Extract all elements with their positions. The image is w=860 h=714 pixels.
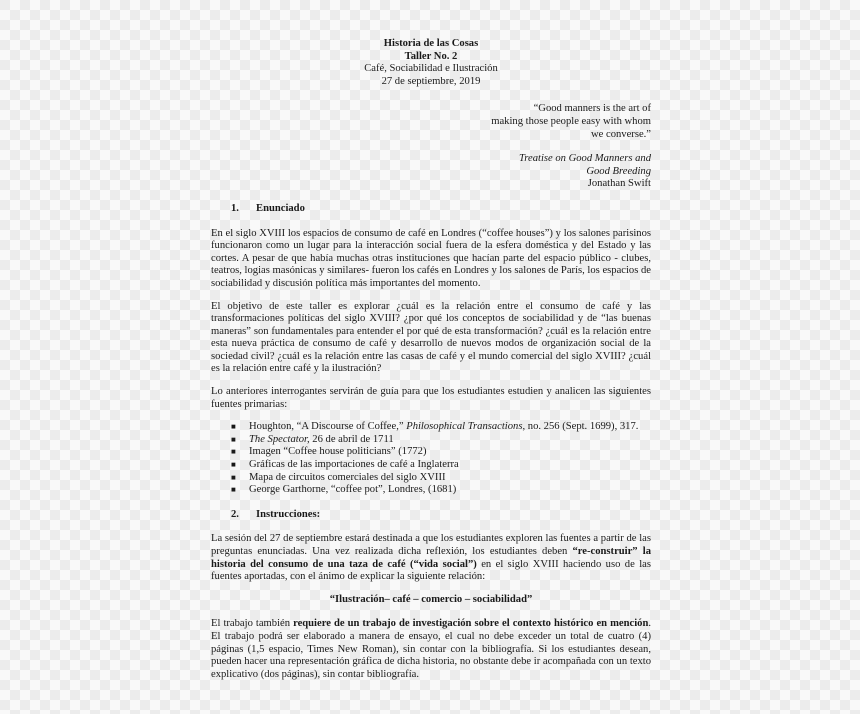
paragraph: La sesión del 27 de septiembre estará destinada a que los estudiantes exploren las fuentes a partir de las preguntas enunciadas. Una vez realizada dicha reflexión, los estudiantes deben “re-construir” la historia del consumo de una taza de café (“vida social”) en el siglo XVIII haciendo uso de las fuentes aportadas, con el ánimo de explicar la siguiente relación:: [211, 533, 651, 583]
paragraph: El objetivo de este taller es explorar ¿cuál es la relación entre el consumo de café y las transformaciones políticas del siglo XVIII? ¿por qué los conceptos de sociabilidad y de “las buenas maneras” son fundamentales para entender el por qué de esta transformación? ¿cuál es la relación entre esta nueva práctica de consumo de café y desarrollo de nuevos modos de organización social de la sociedad civil? ¿cuál es la relación entre las casas de café y el mundo comercial del siglo XVIII? ¿cuál es la relación entre café y la ilustración?: [211, 300, 651, 375]
section-title: Enunciado: [256, 202, 305, 214]
epigraph-author: Jonathan Swift: [587, 178, 651, 190]
paragraph: En el siglo XVIII los espacios de consumo de café en Londres (“coffee houses”) y los salones parisinos funcionaron como un lugar para la interacción social fuera de la esfera doméstica y del Estado y las cortes. A pesar de que había muchas otras instituciones que hacían parte del espacio público - clubes, teatros, logias masónicas y similares- fueron los cafés en Londres y los salones de París, los espacios de sociabilidad y discusión política más importantes del momento.: [211, 227, 651, 289]
list-item: ■ Imagen “Coffee house politicians” (1772): [231, 446, 427, 458]
list-item: ■ Houghton, “A Discourse of Coffee,” Philosophical Transactions, no. 256 (Sept. 1699), 317.: [231, 421, 639, 433]
epigraph-line: making those people easy with whom: [491, 115, 651, 127]
workshop-title: Taller No. 2: [404, 50, 458, 62]
epigraph-source-title: Treatise on Good Manners and: [518, 153, 651, 165]
document-header: [211, 38, 651, 88]
paragraph: Lo anteriores interrogantes servirán de guía para que los estudiantes estudien y analicen las siguientes fuentes primarias:: [211, 386, 651, 410]
document-page: [211, 38, 651, 691]
epigraph: [211, 103, 651, 141]
list-item: ■ George Garthorne, “coffee pot”, Londres, (1681): [231, 484, 457, 496]
workshop-date: 27 de septiembre, 2019: [381, 75, 481, 87]
list-item: ■ Mapa de circuitos comerciales del siglo XVIII: [231, 471, 446, 483]
square-bullet-icon: ■: [231, 434, 236, 444]
section-title: Instrucciones:: [256, 508, 321, 520]
epigraph-line: “Good manners is the art of: [533, 103, 651, 115]
square-bullet-icon: ■: [231, 447, 236, 457]
paragraph: El trabajo también requiere de un trabajo de investigación sobre el contexto histórico en mención. El trabajo podrá ser elaborado a manera de ensayo, el cual no debe exceder un total de cuatro (4) páginas (1,5 espacio, Times New Roman), sin contar con la bibliografía. Si los estudiantes desean, pueden hacer una representación gráfica de dicha historia, no obstante debe ir acompañada con un texto explicativo (dos páginas), sin contar bibliografía.: [211, 618, 651, 680]
relation-statement: “Ilustración– café – comercio – sociabilidad”: [329, 593, 533, 605]
course-title: Historia de las Cosas: [383, 38, 479, 49]
section-number: 2.: [231, 508, 239, 520]
square-bullet-icon: ■: [231, 485, 236, 495]
epigraph-line: we converse.”: [591, 128, 651, 140]
square-bullet-icon: ■: [231, 460, 236, 470]
square-bullet-icon: ■: [231, 422, 236, 432]
square-bullet-icon: ■: [231, 472, 236, 482]
epigraph-source: [211, 153, 651, 191]
sources-list: [211, 421, 651, 497]
section-heading-enunciado: [231, 203, 651, 216]
section-heading-instrucciones: [231, 509, 651, 522]
workshop-topic: Café, Sociabilidad e Ilustración: [364, 63, 498, 75]
list-item: ■ The Spectator, 26 de abril de 1711: [231, 433, 394, 445]
section-number: 1.: [231, 202, 239, 214]
list-item: ■ Gráficas de las importaciones de café a Inglaterra: [231, 459, 459, 471]
epigraph-source-title: Good Breeding: [586, 165, 651, 177]
